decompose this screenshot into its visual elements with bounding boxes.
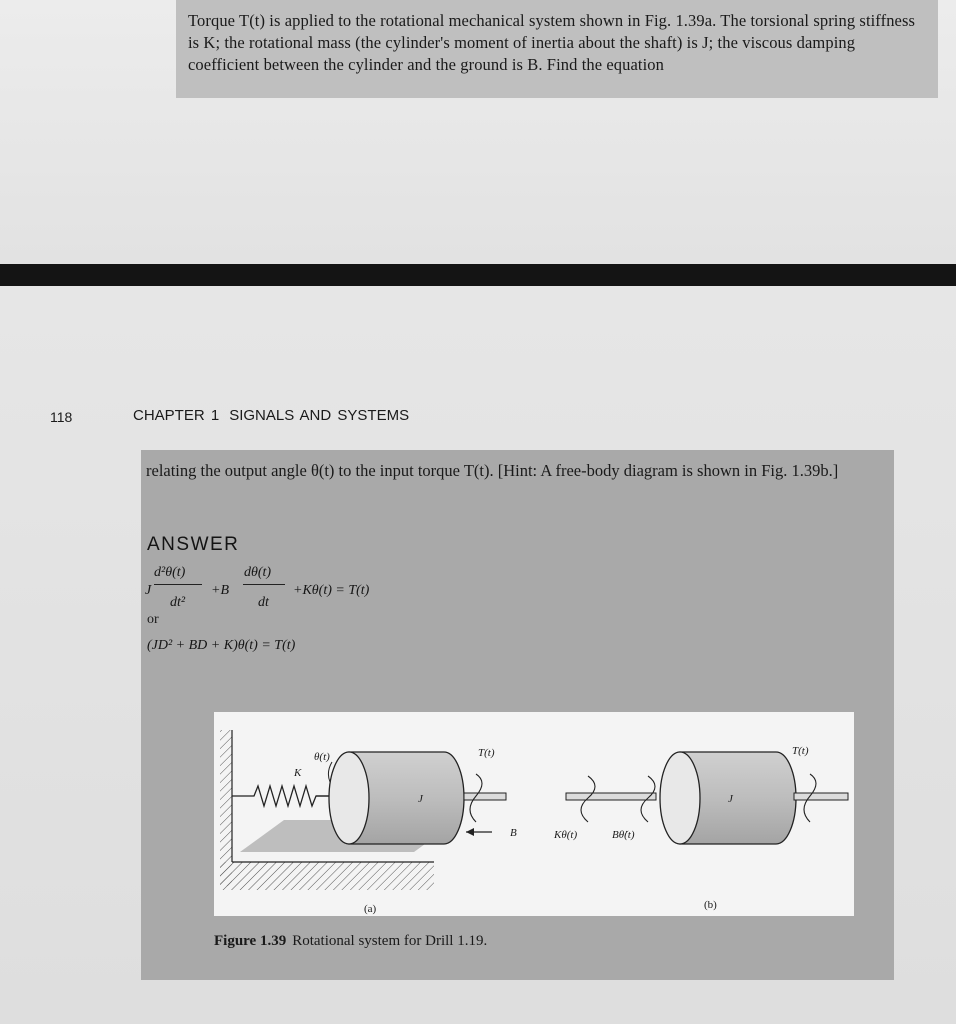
eq1-j-denominator: dt² [170, 595, 186, 610]
eq1-rest: +Kθ(t) = T(t) [293, 583, 370, 598]
eq1-b-prefix: +B [211, 583, 229, 598]
answer-equation-2: (JD² + BD + K)θ(t) = T(t) [147, 638, 296, 653]
problem-text-box [176, 0, 938, 98]
figure-number: Figure 1.39 [214, 933, 287, 949]
label-j-a: J [418, 793, 423, 805]
label-b-theta-dot: Bθ̇(t) [612, 829, 635, 841]
shaft-left-b [566, 793, 656, 800]
cylinder-a [329, 752, 464, 844]
eq1-b-numerator: dθ(t) [244, 565, 272, 580]
figure-caption-text: Rotational system for Drill 1.19. [292, 933, 488, 949]
answer-heading: ANSWER [147, 534, 240, 555]
eq1-b-fraction-line [243, 584, 285, 585]
rotational-system-diagram [214, 712, 854, 916]
page-divider [0, 264, 956, 286]
shaft-right-b [794, 793, 848, 800]
damper-arrowhead [466, 828, 474, 836]
chapter-title: SIGNALS AND SYSTEMS [229, 407, 410, 424]
figure-panel [214, 712, 854, 916]
previous-page [0, 0, 956, 264]
label-part-a: (a) [364, 903, 377, 915]
eq1-j-prefix: J [145, 583, 152, 598]
label-j-b: J [728, 793, 733, 805]
chapter-header [133, 407, 409, 424]
shaft-right-a [464, 793, 506, 800]
figure-caption [214, 933, 487, 950]
eq1-b-denominator: dt [258, 595, 269, 610]
label-torque-a: T(t) [478, 747, 495, 759]
label-torque-b: T(t) [792, 745, 809, 757]
label-k: K [294, 767, 302, 779]
or-label: or [147, 612, 159, 627]
label-theta: θ(t) [314, 751, 330, 763]
drill-continuation-text: relating the output angle θ(t) to the input torque T(t). [Hint: A free-body diagram is shown in Fig. 1.39b.] [146, 461, 839, 480]
problem-text: Torque T(t) is applied to the rotational mechanical system shown in Fig. 1.39a. The torsional spring stiffness is K; the rotational mass (the cylinder's moment of inertia about the shaft) is J; the viscous damping coefficient between the cylinder and the ground is B. Find the equation [188, 11, 916, 74]
label-k-theta: Kθ(t) [554, 829, 578, 841]
drill-box [141, 450, 894, 980]
eq1-j-fraction-line [154, 584, 202, 585]
label-part-b: (b) [704, 899, 717, 911]
page-number: 118 [50, 409, 73, 425]
label-b: B [510, 827, 517, 839]
chapter-label: CHAPTER 1 [133, 407, 220, 424]
eq1-j-numerator: d²θ(t) [154, 565, 186, 580]
